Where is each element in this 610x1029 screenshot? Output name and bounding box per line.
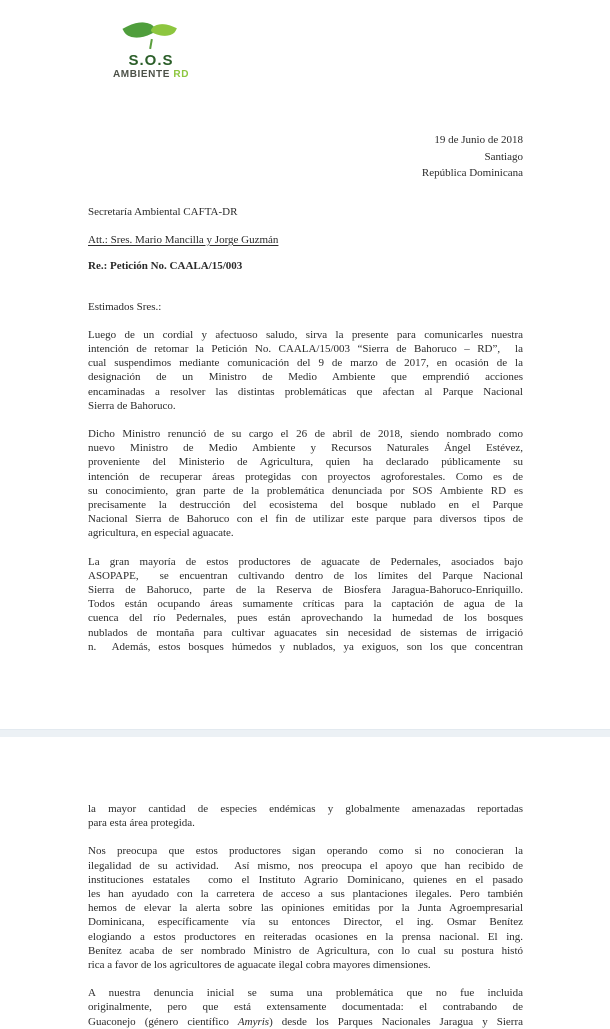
text-line: Dominicana, específicamente vía su entonces Director, el ing. Osmar Benítez [88,916,523,929]
text-line: nuevo Ministro de Medio Ambiente y Recursos Naturales Ángel Estévez, [88,442,523,455]
paragraph [88,986,523,1029]
logo-subtitle-ambiente: AMBIENTE [112,69,170,80]
text-line: 19 de Junio de 2018 [434,134,523,146]
letter-page-2 [0,737,610,1028]
text-line: n. Además, estos bosques húmedos y nublados, ya exiguos, son los que concentran [88,640,523,653]
text-line: precisamente la destrucción del ecosistema del bosque nublado en el Parque [88,499,523,512]
text-line: Santiago [484,150,523,163]
text-line: ASOPAPE, se encuentran cultivando dentro de los límites del Parque Nacional [88,569,523,582]
text-line: Luego de un cordial y afectuoso saludo, sirva la presente para comunicarles nuestra [88,328,523,341]
text-line: Sierra de Bahoruco, parte de la Reserva de Biosfera Jaragua-Bahoruco-Enriquillo. [88,584,523,597]
text-line: Benítez acaba de ser nombrado Ministro de Agricultura, con lo cual su postura histó [88,944,523,957]
text-line: rica a favor de los agricultores de aguacate ilegal cobra mayores dimensiones. [88,959,431,972]
page-separator [0,729,610,737]
leaf-light-icon [150,19,177,41]
date-block [223,132,523,182]
text-line: nublados de montaña para cultivar aguacates sin necesidad de sistemas de irrigació [88,626,523,639]
text-line: intención de recuperar áreas protegidas con proyectos agroforestales. Como es de [88,470,523,483]
text-line: elogiando a estos productores en reiteradas ocasiones en la prensa nacional. El ing. [88,930,523,943]
text-line: hemos de elevar la alerta sobre las opiniones emitidas por la Junta Agroempresarial [88,902,523,915]
logo-title: S.O.S [128,52,174,69]
text-line: su conocimiento, gran parte de la problemática denunciada por SOS Ambiente RD es [88,484,523,497]
salutation-line: Estimados Sres.: [88,300,162,313]
text-line: Sierra de Bahoruco. [88,399,176,412]
text-line: ilegalidad de su actividad. Así mismo, nos preocupa el apoyo que han recibido de [88,859,523,872]
text-line: para esta área protegida. [88,817,195,830]
text-line: proveniente del Ministerio de Agricultura, quien ha declarado públicamente su [88,456,523,469]
text-line: intención de retomar la Petición No. CAALA/15/003 “Sierra de Bahoruco – RD”, la [88,343,523,356]
letter-body-page-1 [88,205,523,654]
recipient-line: Secretaría Ambiental CAFTA-DR [88,206,238,218]
text-line: A nuestra denuncia inicial se suma una problemática que no fue incluida [88,987,523,1000]
text-line: cual suspendimos mediante comunicación del 9 de marzo de 2017, en ocasión de la [88,357,523,370]
text-line: Todos están ocupando áreas sumamente críticas para la captación de agua de la [88,598,523,611]
text-line: agricultura, en especial aguacate. [88,527,234,540]
attention-line: Att.: Sres. Mario Mancilla y Jorge Guzmán [88,233,279,246]
text-line: Dicho Ministro renunció de su cargo el 26 de abril de 2018, siendo nombrado como [88,428,523,441]
paragraph [88,802,523,830]
text-line: originalmente, pero que está extensamente documentada: el contrabando de [88,1001,523,1014]
stem-icon [149,39,153,49]
text-line: La gran mayoría de estos productores de aguacate de Pedernales, asociados bajo [88,555,523,568]
paragraph [88,328,523,413]
text-line: designación de un Ministro de Medio Ambiente que emprendió acciones [88,371,523,384]
text-line: cuenca del río Pedernales, pues están aprovechando la humedad de los bosques [88,612,523,625]
sos-ambiente-logo [94,14,208,81]
paragraph [88,844,523,972]
text-line: Guaconejo (género científico Amyris) desde los Parques Nacionales Jaragua y Sierra [88,1015,524,1028]
text-line: la mayor cantidad de especies endémicas y globalmente amenazadas reportadas [88,803,523,815]
reference-line: Re.: Petición No. CAALA/15/003 [88,260,243,273]
text-line: República Dominicana [421,167,523,180]
paragraph [88,427,523,541]
letter-body-page-2 [88,802,523,1029]
logo-subtitle-rd: RD [173,69,190,80]
text-line: les han ayudado con la carretera de acceso a sus plantaciones ilegales. Pero también [88,888,523,901]
leaves-icon [119,14,183,52]
logo-subtitle [94,69,208,81]
text-line: encaminadas a resolver las distintas problemáticas que afectan al Parque Nacional [88,385,523,398]
text-line: Nos preocupa que estos productores sigan operando como si no conocieran la [88,845,523,858]
paragraph [88,555,523,654]
text-line: Nacional Sierra de Bahoruco con el fin de utilizar este parque para diversos tipos de [88,513,523,526]
text-line: instituciones estatales como el Instituto Agrario Dominicano, quienes en el pasado [88,873,523,886]
